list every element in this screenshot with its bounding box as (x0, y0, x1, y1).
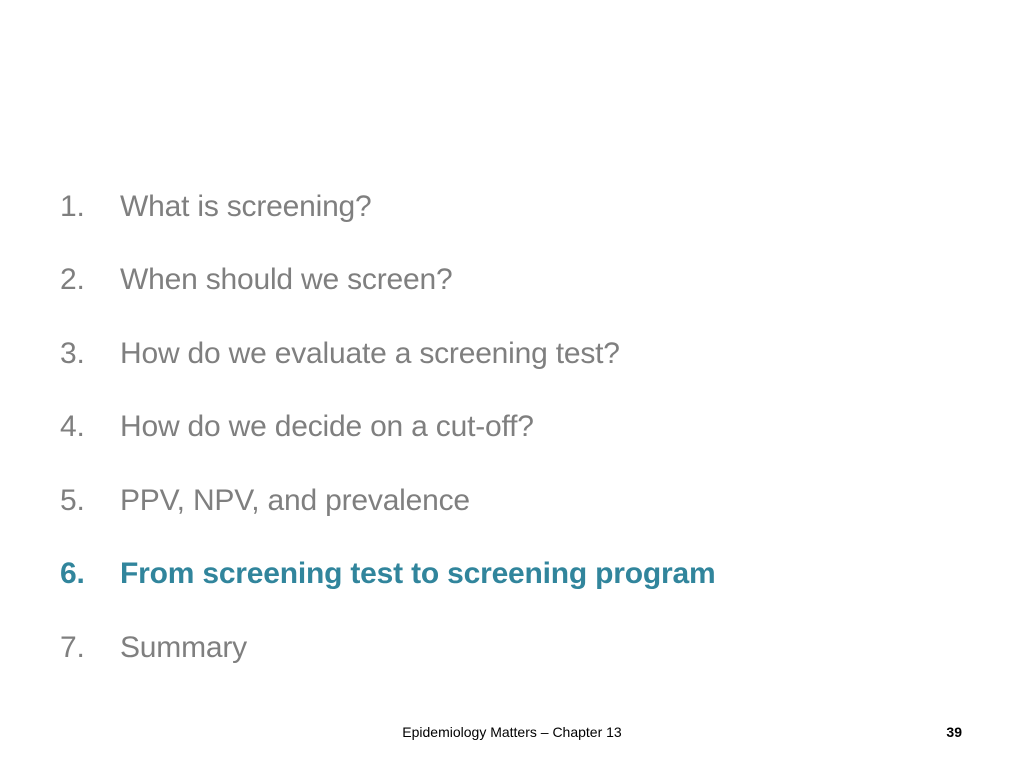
agenda-item-label: What is screening? (120, 189, 372, 223)
agenda-item-3 (60, 317, 715, 391)
agenda-item-number: 7. (60, 630, 85, 664)
agenda-item-label: How do we evaluate a screening test? (120, 336, 620, 370)
agenda-item-number: 2. (60, 263, 85, 297)
agenda-list (60, 170, 715, 685)
page-number: 39 (946, 724, 962, 740)
agenda-item-number: 1. (60, 189, 85, 223)
agenda-item-1 (60, 170, 715, 244)
agenda-item-label: Summary (120, 630, 247, 664)
agenda-item-number: 3. (60, 336, 85, 370)
agenda-item-number: 5. (60, 483, 85, 517)
agenda-item-label: From screening test to screening program (120, 557, 716, 591)
agenda-item-label: When should we screen? (120, 263, 453, 297)
agenda-item-5 (60, 464, 715, 538)
agenda-item-4 (60, 391, 715, 465)
agenda-item-2 (60, 244, 715, 318)
agenda-item-label: How do we decide on a cut-off? (120, 410, 534, 444)
footer-title: Epidemiology Matters – Chapter 13 (402, 724, 622, 740)
agenda-item-6 (60, 538, 715, 612)
agenda-item-label: PPV, NPV, and prevalence (120, 483, 470, 517)
agenda-item-7 (60, 611, 715, 685)
agenda-item-number: 6. (60, 557, 85, 591)
agenda-item-number: 4. (60, 410, 85, 444)
